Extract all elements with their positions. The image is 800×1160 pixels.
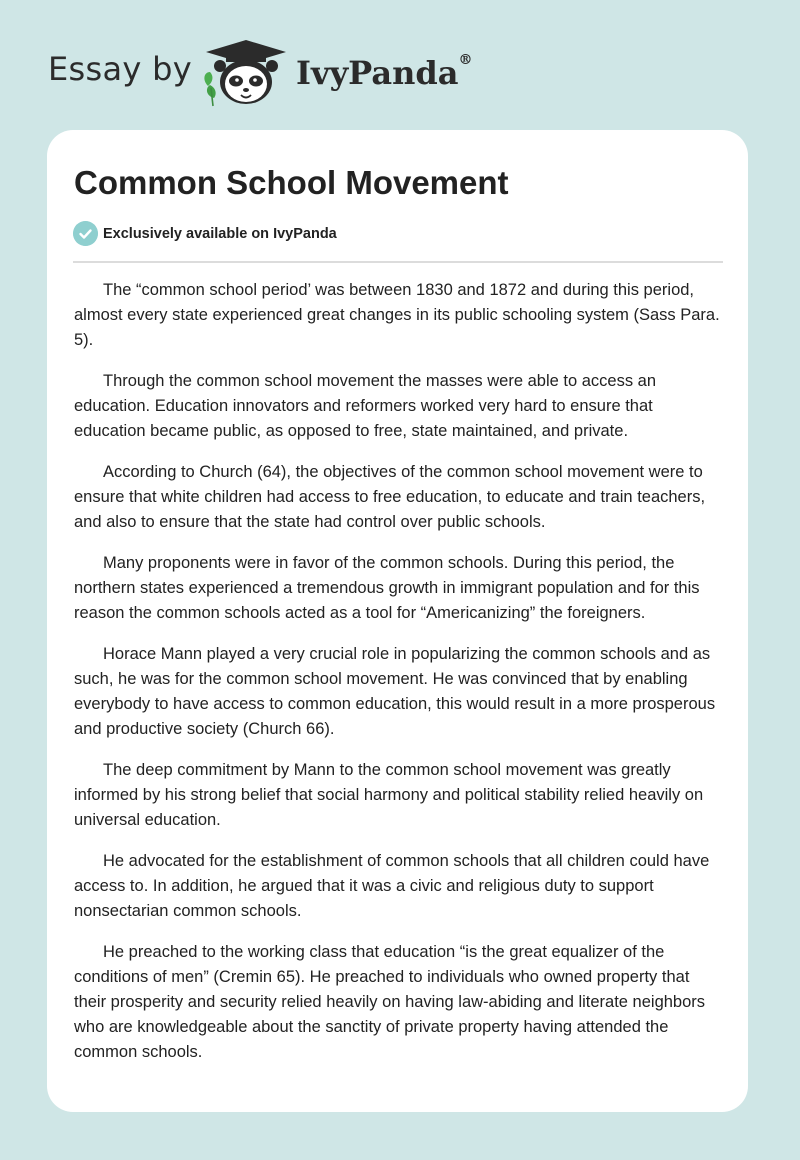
title-divider [73, 261, 723, 263]
registered-mark: ® [458, 52, 473, 68]
essay-card [47, 130, 748, 1112]
panda-graduate-icon[interactable] [200, 38, 292, 108]
exclusive-badge-text: Exclusively available on IvyPanda [103, 225, 337, 242]
essay-body [74, 278, 726, 1081]
essay-by-label: Essay by [48, 50, 192, 88]
paragraph: He advocated for the establishment of common schools that all children could have access to. In addition, he argued that it was a civic and religious duty to support nonsectarian common schools. [74, 852, 710, 920]
paragraph: He preached to the working class that education “is the great equalizer of the conditions of men” (Cremin 65). He preached to individuals who owned property that their prosperity and security relied heavily on having law-abiding and literate neighbors who are knowledgeable about the sanctity of private property having attended the common schools. [74, 943, 706, 1061]
check-circle-icon [73, 221, 98, 246]
paragraph: Many proponents were in favor of the common schools. During this period, the northern states experienced a tremendous growth in immigrant population and for this reason the common schools acted as a tool for “Americanizing” the foreigners. [74, 554, 700, 622]
page-title: Common School Movement [74, 164, 509, 201]
paragraph: According to Church (64), the objectives of the common school movement were to ensure that white children had access to free education, to educate and train teachers, and also to ensure that the state had control over public schools. [74, 463, 706, 531]
brand-logo-text[interactable]: IvyPanda® [296, 52, 473, 92]
paragraph: Through the common school movement the masses were able to access an education. Education innovators and reformers worked very hard to ensure that education became public, as opposed to free, state maintained, and private. [74, 372, 657, 440]
paragraph: Horace Mann played a very crucial role in popularizing the common schools and as such, he was for the common school movement. He was convinced that by enabling everybody to have access to common education, this would result in a more prosperous and productive society (Church 66). [74, 645, 716, 738]
site-header [48, 30, 748, 110]
paragraph: The “common school period’ was between 1830 and 1872 and during this period, almost every state experienced great changes in its public schooling system (Sass Para. 5). [74, 281, 720, 349]
paragraph: The deep commitment by Mann to the common school movement was greatly informed by his strong belief that social harmony and political stability relied heavily on universal education. [74, 761, 704, 829]
exclusive-badge [73, 221, 337, 246]
